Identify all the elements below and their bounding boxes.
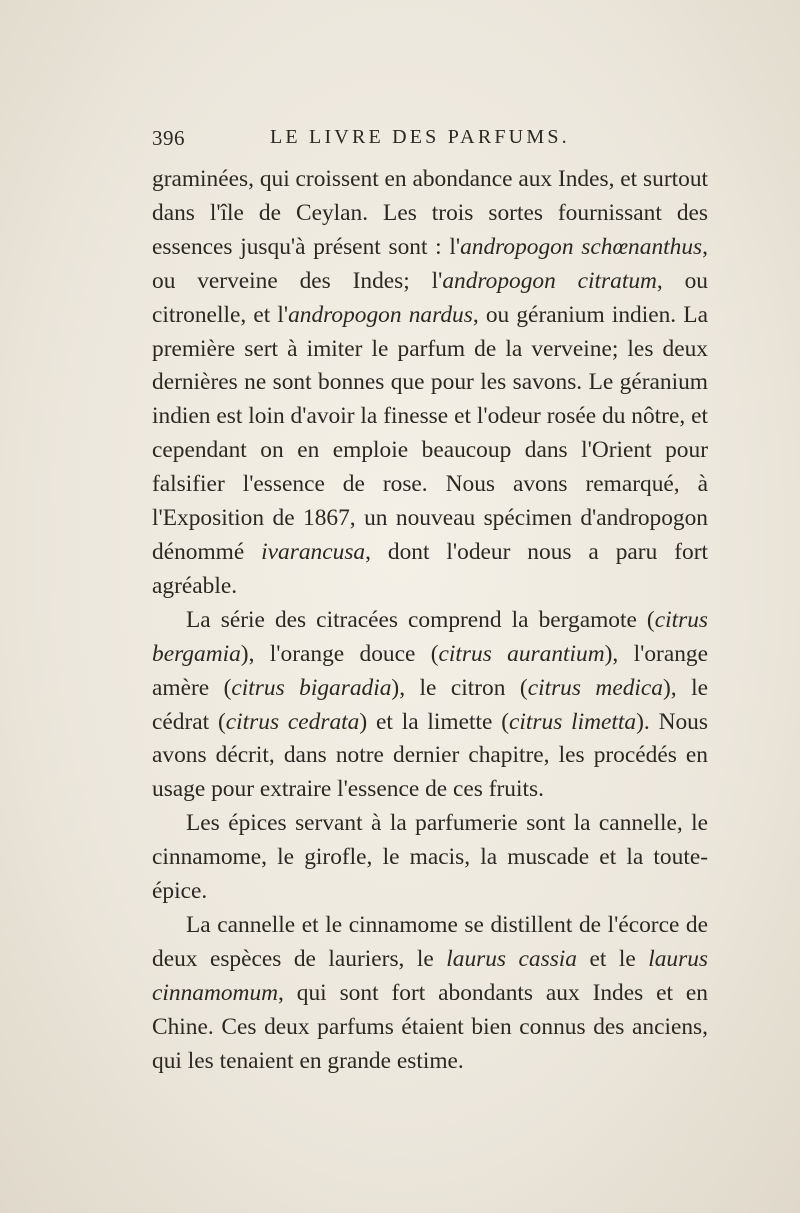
italic-term: citrus bigaradia <box>231 674 392 701</box>
text-run: , ou géranium indien. La première sert à imiter le parfum de la verveine; les deux dernières ne sont bonnes que pour les savons. Le géranium indien est loin d'avoir la finesse et l'odeur rosée du nôtre, et cependant on en emploie beaucoup dans l'Orient pour falsifier l'essence de rose. Nous avons remarqué, à l'Exposition de 1867, un nouveau spécimen d'andropogon dénommé <box>152 301 708 565</box>
paragraph <box>152 909 708 1079</box>
italic-term: citrus aurantium <box>438 640 605 667</box>
paragraph <box>152 604 708 807</box>
page-number: 396 <box>152 126 185 150</box>
italic-term: citrus bergamia <box>152 606 708 667</box>
text-run: La cannelle et le cinnamome se distillent de l'écorce de deux espèces de lauriers, le <box>152 911 708 972</box>
text-run: La série des citracées comprend la bergamote ( <box>186 606 655 633</box>
text-run: et le <box>577 945 649 972</box>
text-run: ) et la limette ( <box>359 708 510 735</box>
text-run: , ou citronelle, et l' <box>152 267 708 328</box>
text-run: graminées, qui croissent en abondance aux Indes, et surtout dans l'île de Ceylan. Les trois sortes fournissant des essences jusqu'à présent sont : l' <box>152 166 709 260</box>
text-run: ), l'orange douce ( <box>240 640 439 667</box>
italic-term: andropogon schœnanthus <box>460 233 703 260</box>
text-run: ), l'orange amère ( <box>152 640 708 701</box>
text-run: ), le citron ( <box>391 674 528 701</box>
body-text <box>152 163 708 1078</box>
italic-term: andropogon nardus <box>288 301 473 328</box>
running-title: LE LIVRE DES PARFUMS. <box>270 126 570 148</box>
text-run: ), le cédrat ( <box>152 674 708 735</box>
page-header <box>152 126 712 156</box>
italic-term: andropogon citratum <box>442 267 657 294</box>
italic-term: laurus cinnamomum <box>152 945 708 1006</box>
italic-term: laurus cassia <box>446 945 577 972</box>
paragraph <box>152 163 708 604</box>
paragraph <box>152 807 708 909</box>
italic-term: citrus cedrata <box>225 708 360 735</box>
text-run: ). Nous avons décrit, dans notre dernier chapitre, les procédés en usage pour extraire l'essence de ces fruits. <box>152 708 708 803</box>
italic-term: citrus medica <box>527 674 663 701</box>
text-run: , ou verveine des Indes; l' <box>152 233 708 294</box>
text-run: , qui sont fort abondants aux Indes et en Chine. Ces deux parfums étaient bien connus des anciens, qui les tenaient en grande estime. <box>152 979 708 1074</box>
italic-term: ivarancusa <box>261 538 366 565</box>
text-run: Les épices servant à la parfumerie sont la cannelle, le cinnamome, le girofle, le macis, la muscade et la toute-épice. <box>152 810 708 905</box>
text-run: , dont l'odeur nous a paru fort agréable. <box>152 538 708 599</box>
italic-term: citrus limetta <box>509 708 637 735</box>
